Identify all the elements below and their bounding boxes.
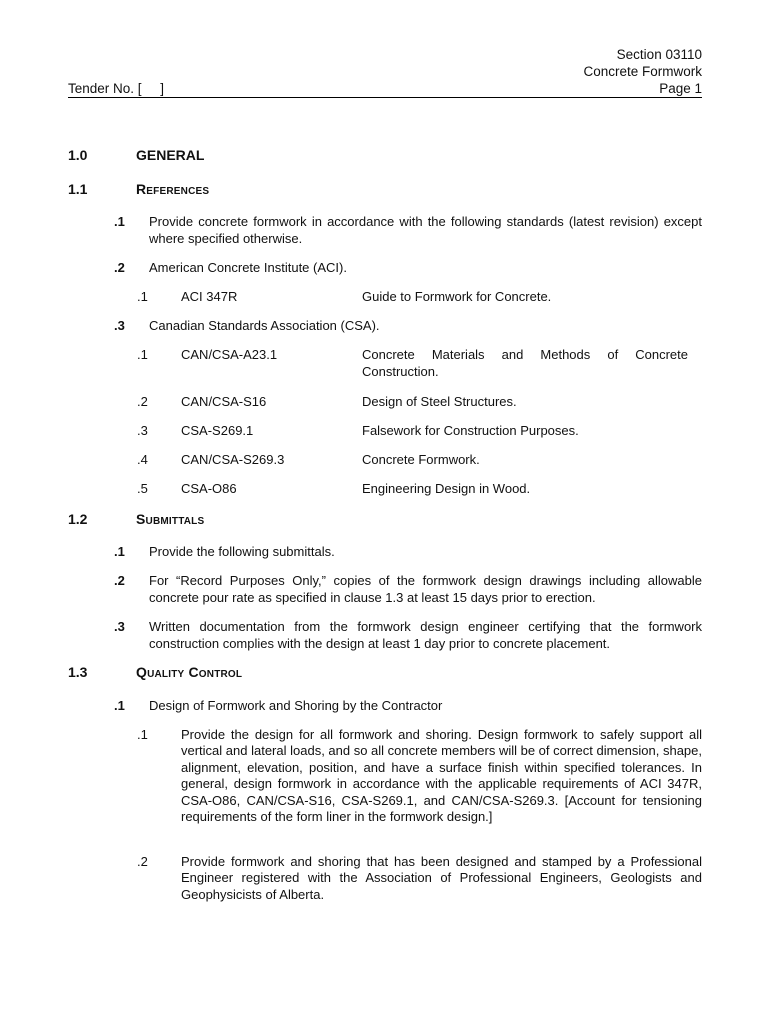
ref-code: CAN/CSA-A23.1 [181, 347, 278, 362]
item-text: Provide the following submittals. [149, 544, 335, 559]
item-num: .3 [114, 619, 125, 634]
ref-desc: Guide to Formwork for Concrete. [362, 289, 552, 304]
ref-num: .3 [137, 423, 148, 438]
section-title: Concrete Formwork [583, 64, 702, 79]
section-num-general: 1.0 [68, 147, 88, 163]
ref-code: CAN/CSA-S269.3 [181, 452, 285, 467]
ref-num: .1 [137, 289, 148, 304]
item-text: Provide concrete formwork in accordance with the following standards (latest revision) except where specified otherwise. [149, 214, 702, 246]
sub-item-num: .1 [137, 727, 148, 742]
ref-desc: Falsework for Construction Purposes. [362, 423, 579, 438]
ref-desc: Concrete Materials and Methods of Concrete Construction. [362, 347, 688, 379]
item-num: .2 [114, 260, 125, 275]
ref-desc: Engineering Design in Wood. [362, 481, 531, 496]
ref-code: CSA-O86 [181, 481, 237, 496]
section-title-general: GENERAL [136, 147, 205, 163]
item-num: .3 [114, 318, 125, 333]
tender-number: Tender No. [ ] [68, 81, 165, 96]
item-num: .1 [114, 544, 125, 559]
subsection-num-submittals: 1.2 [68, 511, 88, 527]
item-text: Design of Formwork and Shoring by the Contractor [149, 698, 443, 713]
ref-code: CSA-S269.1 [181, 423, 254, 438]
page-number: Page 1 [659, 81, 702, 96]
subsection-num-references: 1.1 [68, 181, 88, 197]
ref-num: .2 [137, 394, 148, 409]
item-text: Written documentation from the formwork design engineer certifying that the formwork construction complies with the design at least 1 day prior to concrete placement. [149, 619, 702, 651]
item-num: .1 [114, 698, 125, 713]
ref-num: .4 [137, 452, 148, 467]
item-text: Canadian Standards Association (CSA). [149, 318, 380, 333]
item-text: American Concrete Institute (ACI). [149, 260, 347, 275]
page-header-right [583, 46, 702, 97]
subsection-title-references: References [136, 181, 210, 197]
sub-item-text: Provide formwork and shoring that has been designed and stamped by a Professional Engineer registered with the Association of Professional Engineers, Geologists and Geophysicists of Alberta. [181, 854, 702, 902]
item-num: .1 [114, 214, 125, 229]
ref-code: ACI 347R [181, 289, 238, 304]
sub-item-num: .2 [137, 854, 148, 869]
subsection-num-quality: 1.3 [68, 664, 88, 680]
subsection-title-submittals: Submittals [136, 511, 205, 527]
item-num: .2 [114, 573, 125, 588]
ref-num: .1 [137, 347, 148, 362]
ref-num: .5 [137, 481, 148, 496]
ref-desc: Concrete Formwork. [362, 452, 480, 467]
ref-desc: Design of Steel Structures. [362, 394, 517, 409]
sub-item-text: Provide the design for all formwork and shoring. Design formwork to safely support all vertical and lateral loads, and so all concrete members will be of correct dimension, shape, alignment, elevation, position, and have a surface finish within specified tolerances. In general, design formwork in accordance with the applicable requirements of ACI 347R, CSA-O86, CAN/CSA-S16, CSA-S269.1, and CAN/CSA-S269.3. [Account for tensioning requirements of the form liner in the formwork design.] [181, 727, 702, 825]
header-divider [68, 97, 702, 98]
ref-code: CAN/CSA-S16 [181, 394, 267, 409]
item-text: For “Record Purposes Only,” copies of the formwork design drawings including allowable concrete pour rate as specified in clause 1.3 at least 15 days prior to erection. [149, 573, 702, 605]
subsection-title-quality: Quality Control [136, 664, 243, 680]
section-number: Section 03110 [616, 47, 702, 62]
